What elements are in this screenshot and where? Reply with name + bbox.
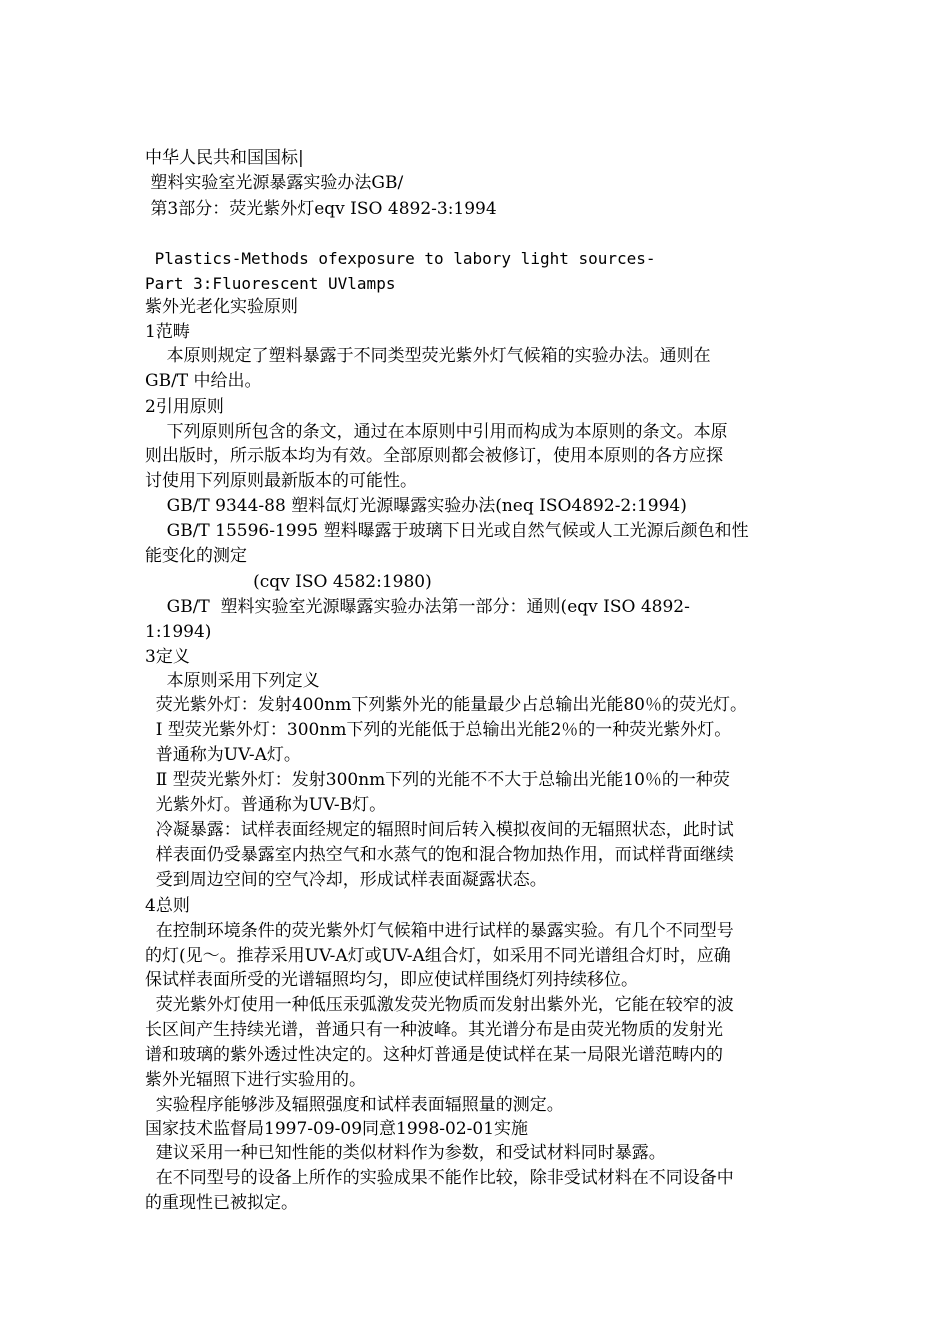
definition-item: 普通称为UV-A灯。 [145, 745, 301, 765]
reference-item: GB/T 9344-88 塑料氙灯光源曝露实验办法(neq ISO4892-2:1994) [145, 496, 687, 516]
section-2-heading: 2引用原则 [145, 397, 224, 417]
reference-item: (cqv ISO 4582:1980) [145, 572, 432, 592]
section-4-paragraph: 实验程序能够涉及辐照强度和试样表面辐照量的测定。 [145, 1095, 564, 1115]
section-4-paragraph: 的灯(见～。推荐采用UV-A灯或UV-A组合灯，如采用不同光谱组合灯时，应确 [145, 946, 731, 966]
document-title-en-line1: Plastics-Methods ofexposure to labory light sources- [145, 249, 656, 268]
section-4-paragraph: 建议采用一种已知性能的类似材料作为参数，和受试材料同时暴露。 [145, 1143, 666, 1163]
section-3-heading: 3定义 [145, 647, 190, 667]
definition-item: 光紫外灯。普通称为UV-B灯。 [145, 795, 387, 815]
section-1-paragraph: 本原则规定了塑料暴露于不同类型荧光紫外灯气候箱的实验办法。通则在 [145, 346, 711, 366]
definition-item: 冷凝暴露：试样表面经规定的辐照时间后转入模拟夜间的无辐照状态，此时试 [145, 820, 734, 840]
section-4-paragraph: 保试样表面所受的光谱辐照均匀，即应使试样围绕灯列持续移位。 [145, 970, 638, 990]
section-4-heading: 4总则 [145, 896, 190, 916]
section-4-paragraph: 紫外光辐照下进行实验用的。 [145, 1070, 366, 1090]
section-1-paragraph: GB/T 中给出。 [145, 371, 262, 391]
section-2-paragraph: 下列原则所包含的条文，通过在本原则中引用而构成为本原则的条文。本原 [145, 422, 728, 442]
approval-notice: 国家技术监督局1997-09-09同意1998-02-01实施 [145, 1119, 529, 1139]
reference-item: 1:1994) [145, 622, 212, 642]
section-4-paragraph: 荧光紫外灯使用一种低压汞弧激发荧光物质而发射出紫外光，它能在较窄的波 [145, 995, 734, 1015]
reference-item: GB/T 15596-1995 塑料曝露于玻璃下日光或自然气候或人工光源后颜色和性 [145, 521, 749, 541]
document-subtitle: 紫外光老化实验原则 [145, 297, 298, 317]
document-title-cn: 塑料实验室光源暴露实验办法GB/ [145, 173, 404, 193]
section-2-paragraph: 则出版时，所示版本均为有效。全部原则都会被修订，使用本原则的各方应探 [145, 446, 723, 466]
section-4-paragraph: 在控制环境条件的荧光紫外灯气候箱中进行试样的暴露实验。有几个不同型号 [145, 921, 734, 941]
section-4-paragraph: 在不同型号的设备上所作的实验成果不能作比较，除非受试材料在不同设备中 [145, 1168, 734, 1188]
reference-item: 能变化的测定 [145, 546, 247, 566]
definition-item: 荧光紫外灯：发射400nm下列紫外光的能量最少占总输出光能80％的荧光灯。 [145, 695, 747, 715]
definition-item: Ⅰ 型荧光紫外灯：300nm下列的光能低于总输出光能2％的一种荧光紫外灯。 [145, 720, 732, 740]
section-4-paragraph: 谱和玻璃的紫外透过性决定的。这种灯普通是使试样在某一局限光谱范畴内的 [145, 1045, 723, 1065]
definition-item: Ⅱ 型荧光紫外灯：发射300nm下列的光能不不大于总输出光能10％的一种荧 [145, 770, 730, 790]
definition-item: 样表面仍受暴露室内热空气和水蒸气的饱和混合物加热作用，而试样背面继续 [145, 845, 734, 865]
section-4-paragraph: 的重现性已被拟定。 [145, 1193, 298, 1213]
section-4-paragraph: 长区间产生持续光谱，普通只有一种波峰。其光谱分布是由荧光物质的发射光 [145, 1020, 723, 1040]
section-2-paragraph: 讨使用下列原则最新版本的可能性。 [145, 471, 417, 491]
section-1-heading: 1范畴 [145, 322, 190, 342]
document-part-cn: 第3部分：荧光紫外灯eqv ISO 4892-3:1994 [145, 199, 497, 219]
reference-item: GB/T 塑料实验室光源曝露实验办法第一部分：通则(eqv ISO 4892- [145, 597, 690, 617]
section-3-intro: 本原则采用下列定义 [145, 671, 320, 691]
definition-item: 受到周边空间的空气冷却，形成试样表面凝露状态。 [145, 870, 547, 890]
document-title-en-line2: Part 3:Fluorescent UVlamps [145, 274, 396, 293]
standard-label: 中华人民共和国国标| [145, 148, 304, 168]
